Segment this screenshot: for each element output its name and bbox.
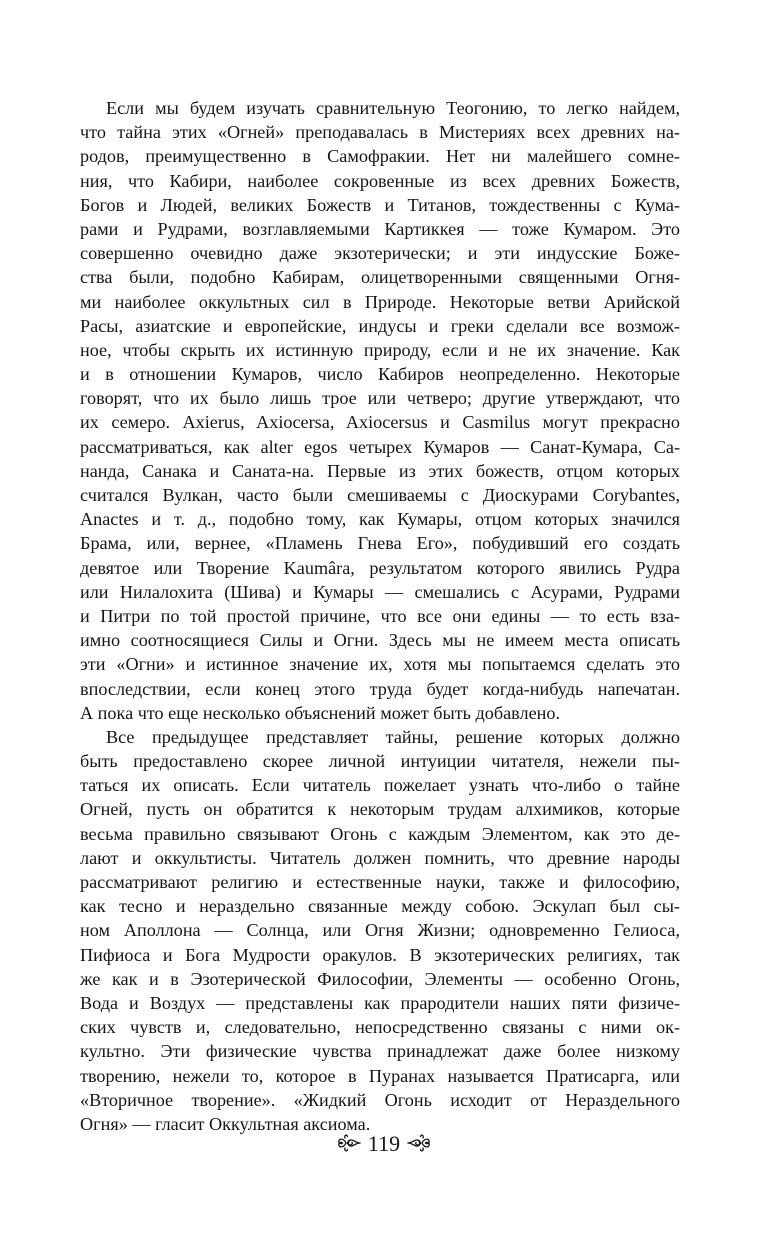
text-line: лают и оккультисты. Читатель должен помнить, что древние народы xyxy=(80,847,680,868)
text-line: Огня» — гласит Оккультная аксиома. xyxy=(80,1113,371,1134)
text-line: Брама, или, вернее, «Пламень Гнева Его», побудивший его создать xyxy=(80,533,680,554)
text-line: А пока что еще несколько объяснений может быть добавлено. xyxy=(80,702,561,723)
text-line: «Вторичное творение». «Жидкий Огонь исходит от Нераздельного xyxy=(80,1089,680,1110)
text-line: весьма правильно связывают Огонь с каждым Элементом, как это де- xyxy=(80,823,680,844)
page-number: 119 xyxy=(367,1131,401,1156)
text-line: как тесно и нераздельно связанные между собою. Эскулап был сы- xyxy=(80,896,680,917)
text-line: родов, преимущественно в Самофракии. Нет ни малейшего сомне- xyxy=(80,146,680,167)
text-line: таться их описать. Если читатель пожелает узнать что-либо о тайне xyxy=(80,775,680,796)
body-text xyxy=(80,96,680,1136)
text-line: нанда, Санака и Саната-на. Первые из этих божеств, отцом которых xyxy=(80,460,680,481)
text-line: и Питри по той простой причине, что все они едины — то есть вза- xyxy=(80,605,680,626)
text-line: рами и Рудрами, возглавляемыми Картиккея — тоже Кумаром. Это xyxy=(80,218,680,239)
text-line: Расы, азиатские и европейские, индусы и греки сделали все возмож- xyxy=(80,315,680,336)
text-line: Если мы будем изучать сравнительную Теогонию, то легко найдем, xyxy=(106,98,680,118)
text-line: впоследствии, если конец этого труда будет когда-нибудь напечатан. xyxy=(80,678,680,699)
text-line: рассматриваться, как alter egos четырех Кумаров — Санат-Кумара, Са- xyxy=(80,436,680,457)
page-footer xyxy=(0,1129,768,1159)
text-line: что тайна этих «Огней» преподавалась в Мистериях всех древних на- xyxy=(80,122,680,143)
text-line: ми наиболее оккультных сил в Природе. Некоторые ветви Арийской xyxy=(80,291,680,312)
text-line: их семеро. Axierus, Axiocersa, Axiocersus и Casmilus могут прекрасно xyxy=(80,412,680,433)
text-line: рассматривают религию и естественные науки, также и философию, xyxy=(80,872,680,892)
text-line: и в отношении Кумаров, число Кабиров неопределенно. Некоторые xyxy=(80,364,680,385)
text-line: Вода и Воздух — представлены как прародители наших пяти физиче- xyxy=(80,992,680,1013)
text-line: ное, чтобы скрыть их истинную природу, если и не их значение. Как xyxy=(80,339,680,360)
text-line: быть предоставлено скорее личной интуиции читателя, нежели пы- xyxy=(80,751,680,772)
fleuron-right-icon xyxy=(406,1132,432,1154)
text-line: ния, что Кабири, наиболее сокровенные из всех древних Божеств, xyxy=(80,170,680,191)
text-line: Пифиоса и Бога Мудрости оракулов. В экзотерических религиях, так xyxy=(80,944,680,965)
text-line: совершенно очевидно даже экзотерически; и эти индусские Боже- xyxy=(80,243,680,264)
text-line: девятое или Творение Kaumâra, результатом которого явились Рудра xyxy=(80,557,680,578)
text-line: или Нилалохита (Шива) и Кумары — смешались с Асурами, Рудрами xyxy=(80,581,680,602)
fleuron-left-icon xyxy=(336,1132,362,1154)
text-line: ства были, подобно Кабирам, олицетворенными священными Огня- xyxy=(80,267,680,288)
text-line: Все предыдущее представляет тайны, решение которых должно xyxy=(106,726,680,747)
text-line: ских чувств и, следовательно, непосредственно связаны с ними ок- xyxy=(80,1017,680,1038)
text-line: же как и в Эзотерической Философии, Элементы — особенно Огонь, xyxy=(80,968,680,989)
text-line: имно соотносящиеся Силы и Огни. Здесь мы не имеем места описать xyxy=(80,630,680,651)
text-line: Богов и Людей, великих Божеств и Титанов, тождественны с Кума- xyxy=(80,194,680,215)
text-line: Огней, пусть он обратится к некоторым трудам алхимиков, которые xyxy=(80,799,680,820)
text-line: Anactes и т. д., подобно тому, как Кумары, отцом которых значился xyxy=(80,509,680,530)
text-line: творению, нежели то, которое в Пуранах называется Пратисарга, или xyxy=(80,1065,680,1086)
text-line: считался Вулкан, часто были смешиваемы с Диоскурами Corybantes, xyxy=(80,485,680,505)
text-line: говорят, что их было лишь трое или четверо; другие утверждают, что xyxy=(80,388,680,409)
text-line: культно. Эти физические чувства принадлежат даже более низкому xyxy=(80,1041,680,1062)
text-line: ном Аполлона — Солнца, или Огня Жизни; одновременно Гелиоса, xyxy=(80,920,680,941)
text-line: эти «Огни» и истинное значение их, хотя мы попытаемся сделать это xyxy=(80,654,680,675)
